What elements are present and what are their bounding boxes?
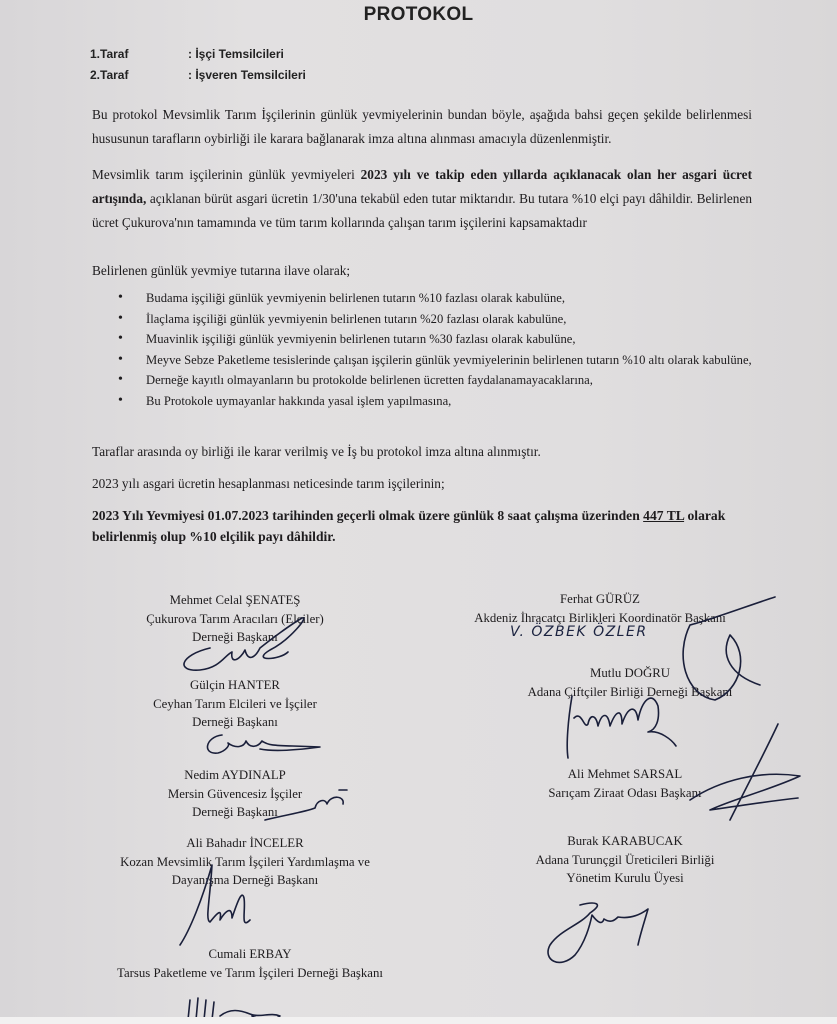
signatory-name: Nedim AYDINALP xyxy=(184,768,286,782)
calc-intro: 2023 yılı asgari ücretin hesaplanması neticesinde tarım işçilerinin; xyxy=(92,476,445,491)
intro-paragraph: Bu protokol Mevsimlik Tarım İşçilerinin günlük yevmiyelerinin bundan böyle, aşağıda bahsi geçen şekilde belirlenmesi hususunun tarafların oybirliği ile karara bağlanarak imza altına alınması amacıyla düzenlenmiştir. xyxy=(92,107,752,146)
document-title: PROTOKOL xyxy=(363,4,474,25)
final-suffix: olarak belirlenmiş olup %10 elçilik payı dâhildir. xyxy=(92,508,726,544)
wage-amount: 447 TL xyxy=(643,508,685,523)
signatory-name: Burak KARABUCAK xyxy=(567,834,683,848)
party-1 xyxy=(90,47,284,61)
signature-aydinalp xyxy=(255,790,365,830)
signatory-name: Mutlu DOĞRU xyxy=(590,666,670,680)
signatory-role: Mersin Güvencesiz İşçiler xyxy=(167,786,303,801)
signatory-role: Derneği Başkanı xyxy=(192,630,278,644)
conditions-list xyxy=(118,288,758,411)
signatory-role: Derneği Başkanı xyxy=(192,715,278,729)
final-prefix: 2023 Yılı Yevmiyesi 01.07.2023 tarihinden geçerli olmak üzere günlük 8 saat çalışma üzerinden xyxy=(92,508,644,523)
wage-suffix: açıklanan bürüt asgari ücretin 1/30'una tekabül eden tutar miktarıdır. Bu tutara %10 elçi payı dâhildir. Belirlenen ücret Çukurova'nın tamamında ve tüm tarım kollarında çalışan tarım işçilerini kapsamaktadır xyxy=(92,191,752,230)
signature-senates xyxy=(170,610,330,680)
signatory-role: Adana Turunçgil Üreticileri Birliği xyxy=(535,852,715,867)
signatory-name: Ali Bahadır İNCELER xyxy=(186,836,304,850)
list-item: • Derneğe kayıtlı olmayanların bu protokolde belirlenen ücretten faydalanamayacaklarına, xyxy=(118,370,758,391)
signatory-name: Gülçin HANTER xyxy=(190,678,280,692)
signatory-role: Dayanışma Derneği Başkanı xyxy=(171,873,319,887)
party-2-value: : İşveren Temsilcileri xyxy=(188,68,306,82)
signature-sarsal xyxy=(670,720,810,830)
wage-paragraph xyxy=(92,163,752,235)
signatory-role: Yönetim Kurulu Üyesi xyxy=(566,871,684,885)
signatory-name: Ali Mehmet SARSAL xyxy=(567,767,683,781)
party-2 xyxy=(90,68,306,82)
signatory-hanter xyxy=(110,676,360,732)
signatory-role: Tarsus Paketleme ve Tarım İşçileri Derneği Başkanı xyxy=(117,965,383,980)
signatory-erbay xyxy=(70,945,430,982)
list-item: • Muavinlik işçiliği günlük yevmiyenin belirlenen tutarın %30 fazlası olarak kabulüne, xyxy=(118,329,758,350)
signatory-name: Mehmet Celal ŞENATEŞ xyxy=(169,593,301,607)
wage-bold: 2023 yılı ve takip eden yıllarda açıklanacak olan her asgari ücret artışında, xyxy=(92,167,752,206)
signatory-role: Sarıçam Ziraat Odası Başkanı xyxy=(548,785,702,800)
list-item: • İlaçlama işçiliği günlük yevmiyenin belirlenen tutarın %20 fazlası olarak kabulüne, xyxy=(118,309,758,330)
signatory-role: Çukurova Tarım Aracıları (Elçiler) xyxy=(146,611,324,626)
final-statement xyxy=(92,505,782,547)
signatory-name: Cumali ERBAY xyxy=(208,947,292,961)
signatory-role: Derneği Başkanı xyxy=(192,805,278,819)
signature-inceler xyxy=(160,860,280,950)
signature-karabucak xyxy=(540,895,680,975)
signature-hanter xyxy=(200,725,340,765)
additional-intro: Belirlenen günlük yevmiye tutarına ilave olarak; xyxy=(92,263,351,278)
signatory-role: Kozan Mevsimlik Tarım İşçileri Yardımlaşma ve xyxy=(120,854,370,869)
handwritten-note: V. ÖZBEK ÖZLER xyxy=(510,624,648,640)
bottom-edge xyxy=(0,1017,837,1024)
list-item: • Meyve Sebze Paketleme tesislerinde çalışan işçilerin günlük yevmiyelerinin belirlenen tutarın %10 altı olarak kabulüne, xyxy=(118,350,758,371)
agreement-text: Taraflar arasında oy birliği ile karar verilmiş ve İş bu protokol imza altına alınmıştır. xyxy=(92,444,541,459)
party-2-key: 2.Taraf xyxy=(90,68,129,82)
party-1-key: 1.Taraf xyxy=(90,47,129,61)
list-item: • Bu Protokole uymayanlar hakkında yasal işlem yapılmasına, xyxy=(118,391,758,412)
signatory-name: Ferhat GÜRÜZ xyxy=(560,592,640,606)
list-item: • Budama işçiliği günlük yevmiyenin belirlenen tutarın %10 fazlası olarak kabulüne, xyxy=(118,288,758,309)
signatory-role: Adana Çiftçiler Birliği Derneği Başkanı xyxy=(527,684,733,699)
signatory-role: Akdeniz İhracatçı Birlikleri Koordinatör Başkanı xyxy=(474,610,726,625)
party-1-value: : İşçi Temsilcileri xyxy=(188,47,284,61)
wage-prefix: Mevsimlik tarım işçilerinin günlük yevmiyeleri xyxy=(92,167,361,182)
signatory-karabucak xyxy=(495,832,755,888)
signatory-role: Ceyhan Tarım Elcileri ve İşçiler xyxy=(153,696,317,711)
